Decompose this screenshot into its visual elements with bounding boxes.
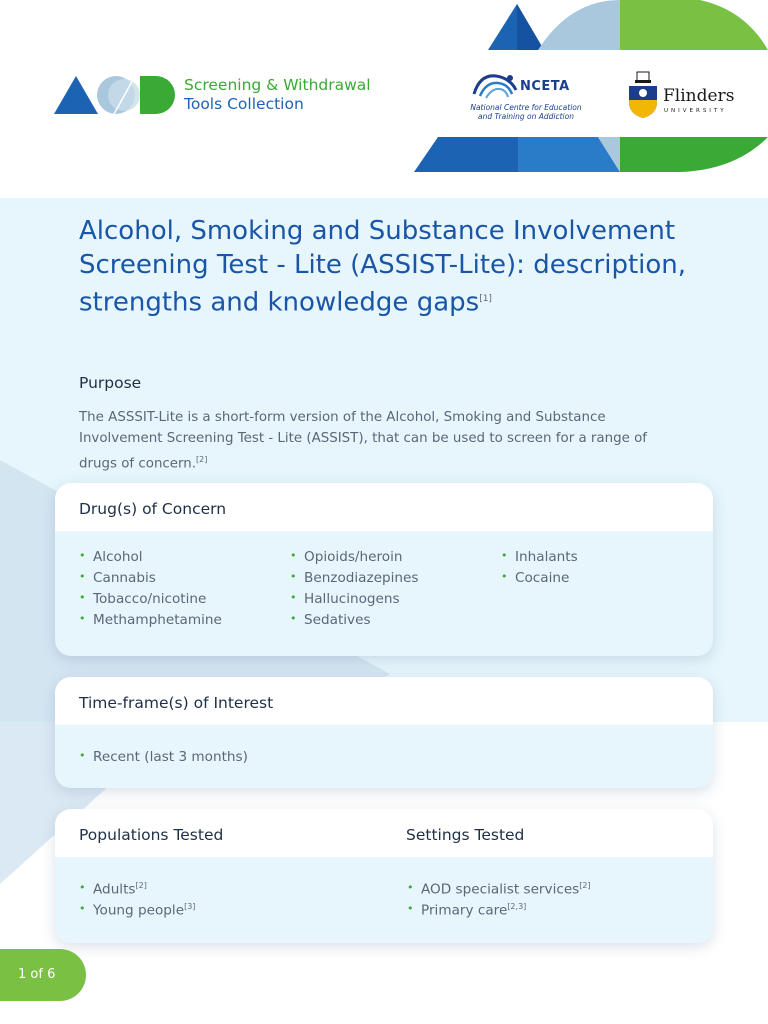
population-text: Adults (93, 881, 136, 898)
populations-heading: Populations Tested (79, 826, 224, 844)
list-item: • Benzodiazepines (304, 570, 418, 586)
brand-line-2: Tools Collection (184, 95, 304, 113)
purpose-text (79, 408, 679, 475)
setting-reference: [2,3] (507, 902, 527, 911)
list-item (421, 902, 526, 919)
list-item: • Hallucinogens (304, 591, 400, 607)
list-item: • Recent (last 3 months) (93, 749, 248, 765)
populations-settings-card (55, 809, 713, 943)
flinders-name: Flinders (663, 86, 735, 106)
setting-reference: [2] (579, 881, 591, 890)
list-item: • Alcohol (93, 549, 143, 565)
flinders-crest-icon (627, 70, 659, 118)
list-item (421, 881, 591, 898)
drugs-heading: Drug(s) of Concern (55, 483, 713, 531)
list-item: • Inhalants (515, 549, 578, 565)
list-item: • Tobacco/nicotine (93, 591, 206, 607)
list-item (93, 881, 147, 898)
population-reference: [3] (184, 902, 196, 911)
nceta-sub-line-2: and Training on Addiction (478, 112, 574, 121)
flinders-subtitle: UNIVERSITY (664, 108, 727, 114)
nceta-swirl-icon (470, 70, 522, 100)
header (0, 0, 768, 198)
brand-title (184, 76, 371, 114)
aod-logo (54, 74, 179, 116)
nceta-subtitle (464, 103, 588, 121)
drugs-card (55, 483, 713, 656)
brand-line-1: Screening & Withdrawal (184, 76, 371, 94)
card-header (55, 809, 713, 857)
list-item: • Sedatives (304, 612, 371, 628)
title-reference: [1] (479, 294, 492, 304)
setting-text: AOD specialist services (421, 881, 580, 898)
page-title (79, 214, 719, 320)
list-item: • Cocaine (515, 570, 569, 586)
timeframe-card (55, 677, 713, 788)
purpose-reference: [2] (196, 454, 208, 464)
population-text: Young people (93, 902, 185, 919)
population-reference: [2] (135, 881, 147, 890)
list-item: • Methamphetamine (93, 612, 222, 628)
timeframe-heading: Time-frame(s) of Interest (55, 677, 713, 725)
list-item: • Opioids/heroin (304, 549, 402, 565)
nceta-sub-line-1: National Centre for Education (470, 103, 582, 112)
settings-heading: Settings Tested (406, 826, 525, 844)
page-indicator: 1 of 6 (0, 949, 86, 1001)
purpose-heading: Purpose (79, 374, 142, 392)
list-item (93, 902, 195, 919)
title-text: Alcohol, Smoking and Substance Involvement Screening Test - Lite (ASSIST-Lite): description, strengths and knowledge gaps (79, 216, 687, 318)
purpose-body: The ASSSIT-Lite is a short-form version of the Alcohol, Smoking and Substance Involvement Screening Test - Lite (ASSIST), that can be used to screen for a range of drugs of concern. (79, 410, 648, 472)
setting-text: Primary care (421, 902, 508, 919)
list-item: • Cannabis (93, 570, 156, 586)
nceta-name: NCETA (520, 79, 570, 94)
